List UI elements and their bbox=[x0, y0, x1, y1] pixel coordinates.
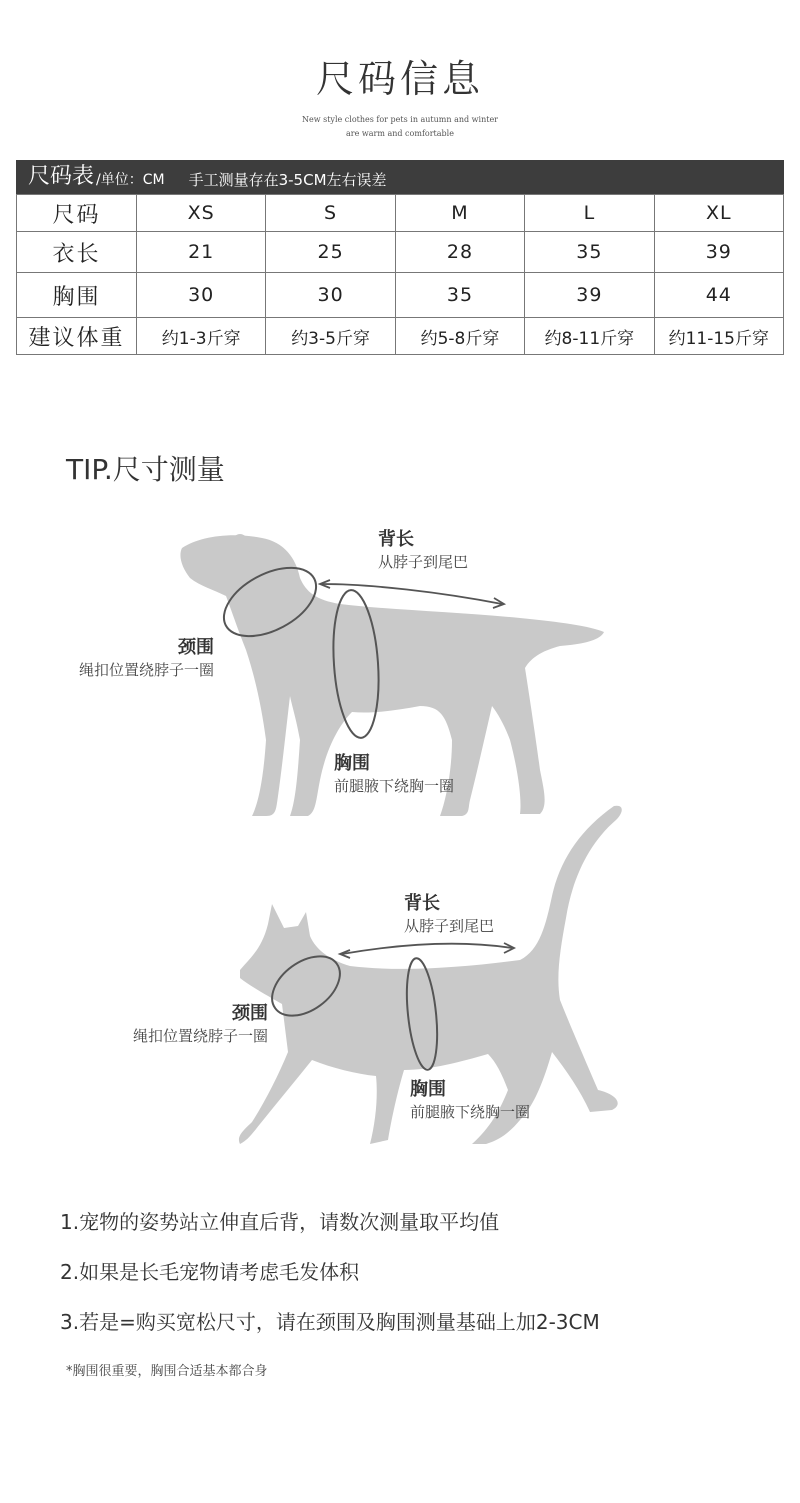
table-cell: 35 bbox=[525, 232, 654, 273]
table-cell: 35 bbox=[395, 273, 524, 318]
table-cell: 30 bbox=[266, 273, 395, 318]
table-row bbox=[17, 273, 784, 318]
table-row bbox=[17, 318, 784, 355]
tip-title: TIP.尺寸测量 bbox=[66, 453, 225, 486]
page-title: 尺码信息 bbox=[315, 57, 484, 101]
table-cell: 39 bbox=[654, 232, 783, 273]
table-cell: 30 bbox=[137, 273, 266, 318]
annotation-head: 背长 bbox=[404, 893, 440, 914]
dog-chest-label bbox=[334, 752, 454, 796]
annotation-head: 胸围 bbox=[410, 1079, 446, 1100]
cat-back-length-label bbox=[404, 892, 494, 936]
size-table bbox=[16, 194, 784, 355]
table-cell: 约5-8斤穿 bbox=[395, 318, 524, 355]
note-3: 3.若是=购买宽松尺寸，请在颈围及胸围测量基础上加2-3CM bbox=[60, 1310, 600, 1334]
table-cell: 约3-5斤穿 bbox=[266, 318, 395, 355]
table-cell: 28 bbox=[395, 232, 524, 273]
note-2: 2.如果是长毛宠物请考虑毛发体积 bbox=[60, 1260, 360, 1284]
cat-back-arrow bbox=[342, 944, 512, 954]
dog-neck-label bbox=[52, 636, 214, 680]
row-label: 尺码 bbox=[17, 195, 137, 232]
table-cell: L bbox=[525, 195, 654, 232]
subtitle-line-1: New style clothes for pets in autumn and winter bbox=[301, 115, 498, 124]
annotation-head: 胸围 bbox=[334, 753, 370, 774]
annotation-head: 颈围 bbox=[178, 637, 214, 658]
note-1: 1.宠物的姿势站立伸直后背，请数次测量取平均值 bbox=[60, 1210, 500, 1234]
annotation-desc: 前腿腋下绕胸一圈 bbox=[410, 1103, 531, 1121]
size-table-heading: 尺码表 bbox=[28, 164, 95, 189]
annotation-head: 颈围 bbox=[232, 1003, 268, 1024]
annotation-desc: 从脖子到尾巴 bbox=[404, 917, 495, 935]
table-cell: 44 bbox=[654, 273, 783, 318]
annotation-desc: 绳扣位置绕脖子一圈 bbox=[78, 661, 214, 679]
table-cell: 约8-11斤穿 bbox=[525, 318, 654, 355]
annotation-desc: 从脖子到尾巴 bbox=[378, 553, 469, 571]
dog-back-arrow bbox=[322, 584, 502, 604]
subtitle-line-2: are warm and comfortable bbox=[346, 129, 454, 138]
table-cell: XS bbox=[137, 195, 266, 232]
cat-chest-label bbox=[410, 1078, 530, 1122]
cat-neck-label bbox=[104, 1002, 268, 1046]
row-label: 建议体重 bbox=[17, 318, 137, 355]
annotation-desc: 绳扣位置绕脖子一圈 bbox=[132, 1027, 268, 1045]
table-cell: XL bbox=[654, 195, 783, 232]
dog-back-length-label bbox=[378, 528, 468, 572]
table-cell: 25 bbox=[266, 232, 395, 273]
table-cell: S bbox=[266, 195, 395, 232]
size-table-unit: /单位：CM bbox=[96, 172, 165, 188]
cat-measurement-figure bbox=[0, 800, 800, 1160]
annotation-desc: 前腿腋下绕胸一圈 bbox=[334, 777, 455, 795]
annotation-head: 背长 bbox=[378, 529, 414, 550]
page-subtitle bbox=[0, 113, 800, 141]
row-label: 胸围 bbox=[17, 273, 137, 318]
table-cell: M bbox=[395, 195, 524, 232]
footnote: *胸围很重要，胸围合适基本都合身 bbox=[66, 1364, 268, 1379]
row-label: 衣长 bbox=[17, 232, 137, 273]
table-cell: 约11-15斤穿 bbox=[654, 318, 783, 355]
table-cell: 21 bbox=[137, 232, 266, 273]
size-table-note: 手工测量存在3-5CM左右误差 bbox=[188, 171, 387, 189]
size-table-header bbox=[16, 160, 784, 194]
table-cell: 约1-3斤穿 bbox=[137, 318, 266, 355]
table-row bbox=[17, 195, 784, 232]
table-cell: 39 bbox=[525, 273, 654, 318]
table-row bbox=[17, 232, 784, 273]
